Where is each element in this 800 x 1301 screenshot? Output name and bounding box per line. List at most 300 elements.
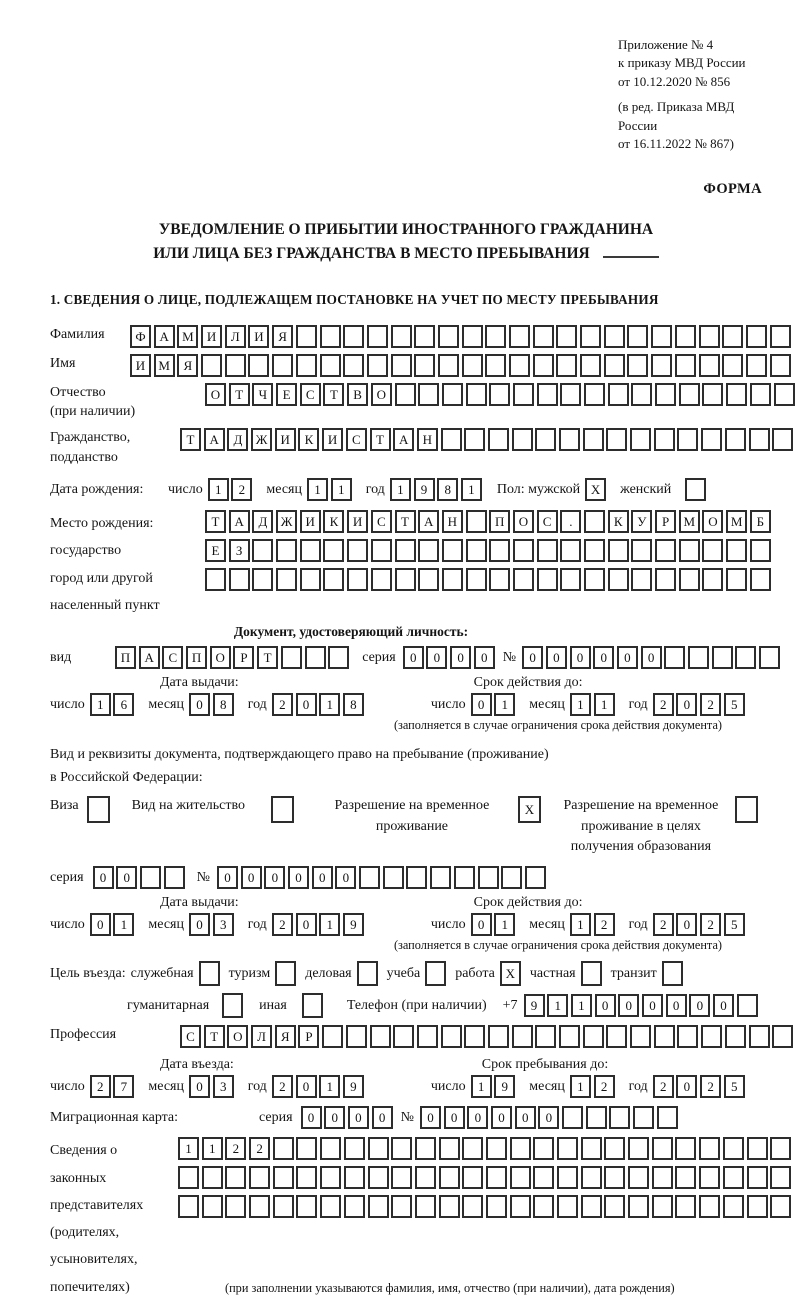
char-cell[interactable] xyxy=(583,428,604,451)
char-cell[interactable] xyxy=(489,539,510,562)
char-cell[interactable] xyxy=(702,539,723,562)
char-cell[interactable] xyxy=(735,646,756,669)
residence-series-cells[interactable] xyxy=(93,866,185,889)
char-cell[interactable]: 8 xyxy=(343,693,364,716)
char-cell[interactable] xyxy=(657,1106,678,1129)
char-cell[interactable] xyxy=(225,354,246,377)
char-cell[interactable]: 9 xyxy=(343,913,364,936)
char-cell[interactable]: 5 xyxy=(724,1075,745,1098)
char-cell[interactable]: 1 xyxy=(208,478,229,501)
char-cell[interactable] xyxy=(604,325,625,348)
char-cell[interactable] xyxy=(430,866,451,889)
char-cell[interactable] xyxy=(651,354,672,377)
char-cell[interactable] xyxy=(750,568,771,591)
char-cell[interactable] xyxy=(606,1025,627,1048)
char-cell[interactable] xyxy=(271,796,294,823)
char-cell[interactable]: 0 xyxy=(676,1075,697,1098)
char-cell[interactable]: 2 xyxy=(594,913,615,936)
char-cell[interactable] xyxy=(439,1195,460,1218)
char-cell[interactable] xyxy=(675,1166,696,1189)
entry-month[interactable] xyxy=(189,1075,234,1098)
identity-number-cells[interactable] xyxy=(522,646,780,669)
char-cell[interactable] xyxy=(533,1195,554,1218)
char-cell[interactable] xyxy=(414,325,435,348)
char-cell[interactable]: 0 xyxy=(189,693,210,716)
char-cell[interactable]: 0 xyxy=(617,646,638,669)
char-cell[interactable]: Д xyxy=(252,510,273,533)
char-cell[interactable] xyxy=(414,354,435,377)
char-cell[interactable] xyxy=(486,1166,507,1189)
char-cell[interactable] xyxy=(395,568,416,591)
entry-day[interactable] xyxy=(90,1075,135,1098)
char-cell[interactable] xyxy=(533,1137,554,1160)
char-cell[interactable] xyxy=(225,1166,246,1189)
char-cell[interactable] xyxy=(701,1025,722,1048)
char-cell[interactable] xyxy=(371,539,392,562)
char-cell[interactable] xyxy=(322,1025,343,1048)
char-cell[interactable]: 0 xyxy=(515,1106,536,1129)
char-cell[interactable] xyxy=(510,1137,531,1160)
char-cell[interactable] xyxy=(391,1195,412,1218)
char-cell[interactable] xyxy=(395,383,416,406)
residence-permit-checkbox[interactable] xyxy=(271,796,294,823)
char-cell[interactable] xyxy=(296,1166,317,1189)
char-cell[interactable]: 3 xyxy=(213,1075,234,1098)
char-cell[interactable]: Я xyxy=(275,1025,296,1048)
char-cell[interactable]: 2 xyxy=(653,913,674,936)
char-cell[interactable] xyxy=(735,796,758,823)
char-cell[interactable] xyxy=(368,1166,389,1189)
char-cell[interactable] xyxy=(464,428,485,451)
char-cell[interactable] xyxy=(370,1025,391,1048)
char-cell[interactable] xyxy=(586,1106,607,1129)
char-cell[interactable] xyxy=(513,539,534,562)
char-cell[interactable]: 0 xyxy=(324,1106,345,1129)
char-cell[interactable] xyxy=(201,354,222,377)
char-cell[interactable] xyxy=(512,428,533,451)
char-cell[interactable] xyxy=(679,568,700,591)
char-cell[interactable]: 2 xyxy=(594,1075,615,1098)
char-cell[interactable] xyxy=(225,1195,246,1218)
char-cell[interactable] xyxy=(699,1166,720,1189)
char-cell[interactable] xyxy=(722,354,743,377)
purpose-private-checkbox[interactable] xyxy=(581,961,602,986)
char-cell[interactable] xyxy=(604,354,625,377)
identity-valid-day[interactable] xyxy=(471,693,516,716)
char-cell[interactable] xyxy=(608,539,629,562)
char-cell[interactable] xyxy=(320,1166,341,1189)
char-cell[interactable] xyxy=(584,539,605,562)
char-cell[interactable] xyxy=(559,428,580,451)
char-cell[interactable]: 1 xyxy=(331,478,352,501)
char-cell[interactable]: 0 xyxy=(296,1075,317,1098)
temp-residence-checkbox[interactable] xyxy=(518,796,541,823)
char-cell[interactable] xyxy=(772,428,793,451)
char-cell[interactable] xyxy=(328,646,349,669)
char-cell[interactable] xyxy=(584,568,605,591)
guardians-cells-row2[interactable] xyxy=(178,1166,791,1189)
sex-male-checkbox[interactable] xyxy=(585,478,606,501)
char-cell[interactable]: 7 xyxy=(113,1075,134,1098)
char-cell[interactable] xyxy=(323,568,344,591)
char-cell[interactable]: 2 xyxy=(272,1075,293,1098)
char-cell[interactable] xyxy=(628,1195,649,1218)
char-cell[interactable]: С xyxy=(346,428,367,451)
char-cell[interactable] xyxy=(747,1137,768,1160)
char-cell[interactable]: 2 xyxy=(700,693,721,716)
char-cell[interactable] xyxy=(305,646,326,669)
char-cell[interactable]: 8 xyxy=(437,478,458,501)
char-cell[interactable]: 0 xyxy=(301,1106,322,1129)
char-cell[interactable]: 0 xyxy=(450,646,471,669)
char-cell[interactable]: К xyxy=(608,510,629,533)
char-cell[interactable] xyxy=(415,1195,436,1218)
char-cell[interactable]: О xyxy=(227,1025,248,1048)
char-cell[interactable]: 1 xyxy=(570,1075,591,1098)
phone-cells[interactable] xyxy=(524,994,758,1017)
char-cell[interactable]: 1 xyxy=(202,1137,223,1160)
char-cell[interactable]: И xyxy=(275,428,296,451)
char-cell[interactable] xyxy=(537,539,558,562)
char-cell[interactable]: X xyxy=(500,961,521,986)
char-cell[interactable]: М xyxy=(177,325,198,348)
char-cell[interactable] xyxy=(442,568,463,591)
char-cell[interactable] xyxy=(770,1195,791,1218)
char-cell[interactable] xyxy=(664,646,685,669)
residence-number-cells[interactable] xyxy=(217,866,546,889)
char-cell[interactable]: Я xyxy=(177,354,198,377)
char-cell[interactable]: В xyxy=(347,383,368,406)
char-cell[interactable] xyxy=(631,539,652,562)
purpose-business-checkbox[interactable] xyxy=(357,961,378,986)
char-cell[interactable] xyxy=(359,866,380,889)
char-cell[interactable] xyxy=(513,383,534,406)
identity-valid-year[interactable] xyxy=(653,693,745,716)
char-cell[interactable]: И xyxy=(248,325,269,348)
sex-female-checkbox[interactable] xyxy=(685,478,706,501)
char-cell[interactable] xyxy=(462,1195,483,1218)
char-cell[interactable]: 0 xyxy=(538,1106,559,1129)
char-cell[interactable] xyxy=(627,325,648,348)
char-cell[interactable] xyxy=(525,866,546,889)
char-cell[interactable] xyxy=(608,568,629,591)
char-cell[interactable] xyxy=(509,354,530,377)
purpose-humanitarian-checkbox[interactable] xyxy=(222,993,243,1018)
char-cell[interactable] xyxy=(628,1137,649,1160)
char-cell[interactable]: А xyxy=(139,646,160,669)
char-cell[interactable]: А xyxy=(204,428,225,451)
char-cell[interactable]: Ж xyxy=(276,510,297,533)
purpose-tourism-checkbox[interactable] xyxy=(275,961,296,986)
char-cell[interactable]: 1 xyxy=(494,693,515,716)
char-cell[interactable]: О xyxy=(702,510,723,533)
char-cell[interactable]: П xyxy=(115,646,136,669)
char-cell[interactable]: 1 xyxy=(178,1137,199,1160)
char-cell[interactable]: 0 xyxy=(288,866,309,889)
char-cell[interactable] xyxy=(442,383,463,406)
char-cell[interactable] xyxy=(556,354,577,377)
char-cell[interactable]: Т xyxy=(257,646,278,669)
char-cell[interactable] xyxy=(685,478,706,501)
char-cell[interactable] xyxy=(425,961,446,986)
char-cell[interactable] xyxy=(276,539,297,562)
char-cell[interactable] xyxy=(627,354,648,377)
char-cell[interactable]: 1 xyxy=(319,913,340,936)
char-cell[interactable] xyxy=(391,1166,412,1189)
char-cell[interactable] xyxy=(749,1025,770,1048)
char-cell[interactable]: 2 xyxy=(272,913,293,936)
char-cell[interactable] xyxy=(606,428,627,451)
char-cell[interactable]: 0 xyxy=(467,1106,488,1129)
char-cell[interactable]: 9 xyxy=(343,1075,364,1098)
char-cell[interactable]: 0 xyxy=(116,866,137,889)
char-cell[interactable] xyxy=(651,325,672,348)
char-cell[interactable]: 0 xyxy=(642,994,663,1017)
char-cell[interactable] xyxy=(418,539,439,562)
char-cell[interactable]: 8 xyxy=(213,693,234,716)
char-cell[interactable] xyxy=(604,1195,625,1218)
purpose-transit-checkbox[interactable] xyxy=(662,961,683,986)
identity-issue-month[interactable] xyxy=(189,693,234,716)
char-cell[interactable]: 2 xyxy=(653,693,674,716)
char-cell[interactable]: У xyxy=(631,510,652,533)
residence-valid-year[interactable] xyxy=(653,913,745,936)
char-cell[interactable] xyxy=(347,539,368,562)
char-cell[interactable] xyxy=(178,1166,199,1189)
char-cell[interactable] xyxy=(273,1166,294,1189)
char-cell[interactable]: 0 xyxy=(217,866,238,889)
char-cell[interactable]: 0 xyxy=(618,994,639,1017)
char-cell[interactable]: М xyxy=(726,510,747,533)
char-cell[interactable] xyxy=(501,866,522,889)
char-cell[interactable]: 9 xyxy=(524,994,545,1017)
identity-series-cells[interactable] xyxy=(403,646,495,669)
char-cell[interactable] xyxy=(584,510,605,533)
char-cell[interactable] xyxy=(275,961,296,986)
char-cell[interactable] xyxy=(248,354,269,377)
patronymic-cells[interactable] xyxy=(205,383,795,406)
char-cell[interactable] xyxy=(344,1195,365,1218)
char-cell[interactable]: 0 xyxy=(189,913,210,936)
identity-issue-year[interactable] xyxy=(272,693,364,716)
char-cell[interactable] xyxy=(395,539,416,562)
char-cell[interactable] xyxy=(633,1106,654,1129)
char-cell[interactable] xyxy=(725,1025,746,1048)
migration-series-cells[interactable] xyxy=(301,1106,393,1129)
char-cell[interactable] xyxy=(272,354,293,377)
char-cell[interactable]: С xyxy=(371,510,392,533)
char-cell[interactable] xyxy=(415,1137,436,1160)
identity-kind-cells[interactable] xyxy=(115,646,349,669)
char-cell[interactable] xyxy=(296,1137,317,1160)
char-cell[interactable]: 1 xyxy=(594,693,615,716)
char-cell[interactable] xyxy=(655,539,676,562)
char-cell[interactable]: 5 xyxy=(724,913,745,936)
char-cell[interactable] xyxy=(485,354,506,377)
char-cell[interactable] xyxy=(702,383,723,406)
char-cell[interactable] xyxy=(320,354,341,377)
char-cell[interactable]: 0 xyxy=(348,1106,369,1129)
char-cell[interactable] xyxy=(580,354,601,377)
char-cell[interactable]: З xyxy=(229,539,250,562)
char-cell[interactable] xyxy=(628,1166,649,1189)
char-cell[interactable] xyxy=(439,1166,460,1189)
char-cell[interactable] xyxy=(320,325,341,348)
char-cell[interactable] xyxy=(655,383,676,406)
char-cell[interactable] xyxy=(140,866,161,889)
char-cell[interactable] xyxy=(464,1025,485,1048)
char-cell[interactable]: Т xyxy=(204,1025,225,1048)
char-cell[interactable]: 0 xyxy=(312,866,333,889)
char-cell[interactable] xyxy=(584,383,605,406)
char-cell[interactable] xyxy=(746,354,767,377)
char-cell[interactable]: Р xyxy=(233,646,254,669)
char-cell[interactable]: 1 xyxy=(547,994,568,1017)
char-cell[interactable] xyxy=(229,568,250,591)
char-cell[interactable] xyxy=(296,325,317,348)
birth-place-cells-row3[interactable] xyxy=(205,568,771,591)
char-cell[interactable]: Н xyxy=(442,510,463,533)
char-cell[interactable] xyxy=(654,428,675,451)
char-cell[interactable]: 1 xyxy=(390,478,411,501)
char-cell[interactable]: X xyxy=(585,478,606,501)
char-cell[interactable] xyxy=(631,383,652,406)
char-cell[interactable] xyxy=(750,539,771,562)
char-cell[interactable] xyxy=(723,1195,744,1218)
char-cell[interactable]: 1 xyxy=(319,1075,340,1098)
char-cell[interactable] xyxy=(438,354,459,377)
char-cell[interactable] xyxy=(770,354,791,377)
char-cell[interactable] xyxy=(368,1195,389,1218)
stay-year[interactable] xyxy=(653,1075,745,1098)
char-cell[interactable]: 2 xyxy=(90,1075,111,1098)
char-cell[interactable] xyxy=(462,325,483,348)
char-cell[interactable] xyxy=(454,866,475,889)
purpose-work-checkbox[interactable] xyxy=(500,961,521,986)
char-cell[interactable] xyxy=(759,646,780,669)
char-cell[interactable]: 0 xyxy=(444,1106,465,1129)
char-cell[interactable] xyxy=(442,539,463,562)
char-cell[interactable] xyxy=(726,568,747,591)
char-cell[interactable] xyxy=(679,539,700,562)
char-cell[interactable] xyxy=(662,961,683,986)
purpose-other-checkbox[interactable] xyxy=(302,993,323,1018)
char-cell[interactable] xyxy=(486,1195,507,1218)
char-cell[interactable] xyxy=(560,383,581,406)
char-cell[interactable] xyxy=(652,1137,673,1160)
residence-issue-month[interactable] xyxy=(189,913,234,936)
guardians-cells-row3[interactable] xyxy=(178,1195,791,1218)
char-cell[interactable]: 0 xyxy=(189,1075,210,1098)
char-cell[interactable]: Е xyxy=(276,383,297,406)
char-cell[interactable] xyxy=(485,325,506,348)
identity-valid-month[interactable] xyxy=(570,693,615,716)
char-cell[interactable] xyxy=(343,325,364,348)
stay-day[interactable] xyxy=(471,1075,516,1098)
char-cell[interactable]: Ч xyxy=(252,383,273,406)
char-cell[interactable] xyxy=(770,325,791,348)
char-cell[interactable] xyxy=(281,646,302,669)
char-cell[interactable] xyxy=(688,646,709,669)
char-cell[interactable]: 1 xyxy=(90,693,111,716)
char-cell[interactable] xyxy=(222,993,243,1018)
char-cell[interactable] xyxy=(580,325,601,348)
char-cell[interactable] xyxy=(604,1166,625,1189)
char-cell[interactable]: 0 xyxy=(593,646,614,669)
char-cell[interactable] xyxy=(747,1195,768,1218)
char-cell[interactable] xyxy=(510,1166,531,1189)
char-cell[interactable] xyxy=(357,961,378,986)
char-cell[interactable] xyxy=(202,1195,223,1218)
residence-issue-day[interactable] xyxy=(90,913,135,936)
visa-checkbox[interactable] xyxy=(87,796,110,823)
char-cell[interactable]: 9 xyxy=(494,1075,515,1098)
char-cell[interactable] xyxy=(581,1166,602,1189)
char-cell[interactable]: А xyxy=(154,325,175,348)
char-cell[interactable] xyxy=(367,325,388,348)
char-cell[interactable] xyxy=(415,1166,436,1189)
char-cell[interactable] xyxy=(513,568,534,591)
char-cell[interactable]: 0 xyxy=(676,913,697,936)
char-cell[interactable]: М xyxy=(679,510,700,533)
char-cell[interactable] xyxy=(202,1166,223,1189)
birth-year-cells[interactable] xyxy=(390,478,482,501)
citizenship-cells[interactable] xyxy=(180,428,793,451)
char-cell[interactable] xyxy=(252,568,273,591)
char-cell[interactable] xyxy=(418,383,439,406)
char-cell[interactable]: 0 xyxy=(403,646,424,669)
char-cell[interactable]: О xyxy=(210,646,231,669)
char-cell[interactable] xyxy=(677,428,698,451)
char-cell[interactable] xyxy=(488,1025,509,1048)
char-cell[interactable] xyxy=(557,1195,578,1218)
char-cell[interactable] xyxy=(391,1137,412,1160)
char-cell[interactable] xyxy=(537,568,558,591)
char-cell[interactable]: И xyxy=(347,510,368,533)
temp-residence-education-checkbox[interactable] xyxy=(735,796,758,823)
char-cell[interactable]: 0 xyxy=(296,913,317,936)
char-cell[interactable] xyxy=(675,1137,696,1160)
char-cell[interactable]: . xyxy=(560,510,581,533)
char-cell[interactable] xyxy=(537,383,558,406)
char-cell[interactable] xyxy=(609,1106,630,1129)
char-cell[interactable]: 2 xyxy=(700,1075,721,1098)
char-cell[interactable] xyxy=(164,866,185,889)
char-cell[interactable] xyxy=(699,325,720,348)
entry-year[interactable] xyxy=(272,1075,364,1098)
char-cell[interactable] xyxy=(393,1025,414,1048)
char-cell[interactable] xyxy=(630,1025,651,1048)
char-cell[interactable]: 0 xyxy=(522,646,543,669)
char-cell[interactable] xyxy=(699,1137,720,1160)
profession-cells[interactable] xyxy=(180,1025,793,1048)
char-cell[interactable] xyxy=(725,428,746,451)
char-cell[interactable]: Н xyxy=(417,428,438,451)
char-cell[interactable]: 2 xyxy=(700,913,721,936)
char-cell[interactable]: Я xyxy=(272,325,293,348)
char-cell[interactable]: Р xyxy=(655,510,676,533)
char-cell[interactable] xyxy=(276,568,297,591)
char-cell[interactable] xyxy=(391,354,412,377)
char-cell[interactable]: 2 xyxy=(653,1075,674,1098)
char-cell[interactable] xyxy=(726,539,747,562)
char-cell[interactable]: С xyxy=(162,646,183,669)
char-cell[interactable]: И xyxy=(300,510,321,533)
char-cell[interactable]: 0 xyxy=(474,646,495,669)
char-cell[interactable]: Т xyxy=(395,510,416,533)
char-cell[interactable]: 0 xyxy=(641,646,662,669)
char-cell[interactable]: А xyxy=(229,510,250,533)
